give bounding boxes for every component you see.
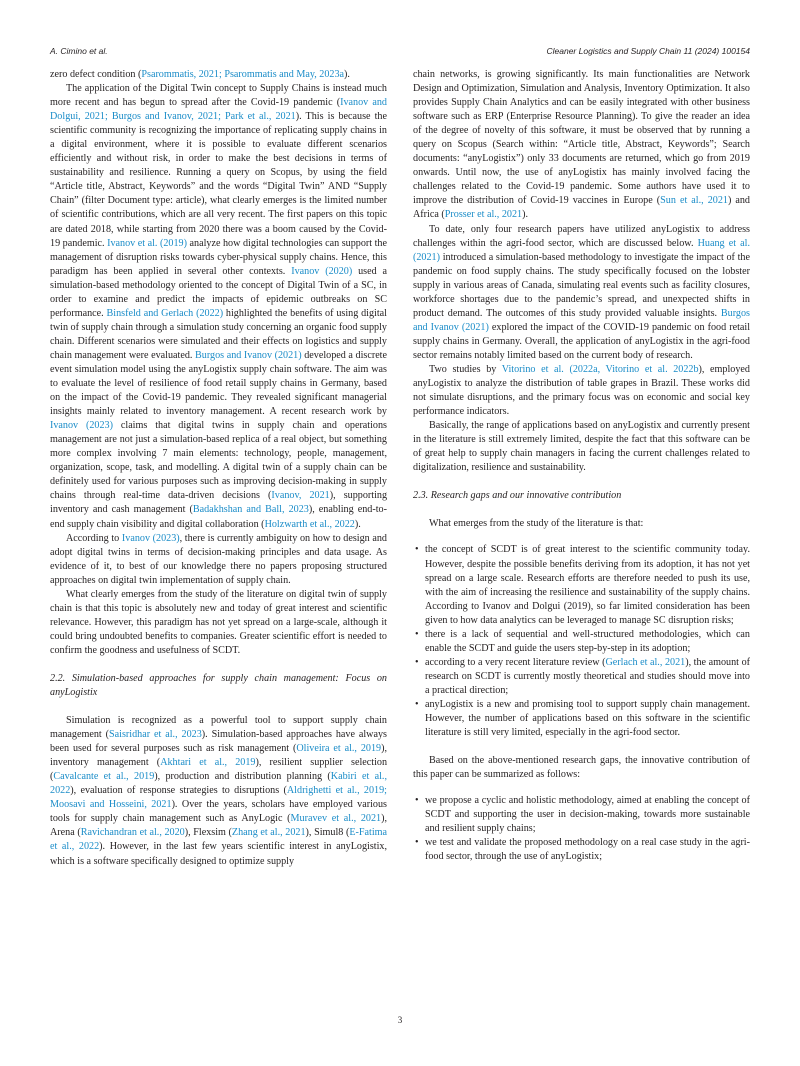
text-run: Basically, the range of applications based on anyLogistix and currently present in the literature is still extremely limited, despite the fact that this software can be of great help to supply chain managers in facing the current challenges related to digitalization, resilience and sustainability. — [413, 420, 750, 474]
text-run: According to — [66, 532, 122, 544]
citation-link[interactable]: Ivanov, 2021 — [271, 490, 330, 502]
text-run: ). — [354, 518, 361, 530]
text-run: zero defect condition ( — [50, 69, 142, 80]
text-run: introduced a simulation-based methodology to investigate the impact of the pandemic on food supply chains. The study specifically focused on the lobster supply in various areas of Canada, simulating real events such as facility closures, workforce shortages due to the pandemic’s spread, and unexpected shifts in product demand. The outcomes of this study provided valuable insights. — [413, 251, 750, 319]
paragraph — [50, 68, 387, 82]
text-run: What emerges from the study of the literature is that: — [429, 518, 644, 530]
text-run: What clearly emerges from the study of the literature on digital twin of supply chain is that this topic is absolutely new and today of great interest and scientific relevance. However, this paradigm has not yet spread on a large-scale, although it could bring undoubted benefits to companies. Greater scientific effort is needed to confirm the goodness and usefulness of SCDT. — [50, 588, 387, 656]
paragraph — [413, 223, 750, 363]
text-run: ) and Africa ( — [413, 195, 750, 221]
text-run: ), Simul8 ( — [305, 827, 350, 839]
citation-link[interactable]: Ivanov (2020) — [291, 265, 353, 277]
right-column — [413, 68, 750, 864]
text-run: ), enabling end-to-end supply chain visibility and digital collaboration ( — [50, 504, 387, 530]
citation-link[interactable]: Kabiri et al., 2022 — [50, 771, 387, 797]
list-item — [413, 794, 750, 836]
text-run: used a simulation-based methodology oriented to the concept of Digital Twin of a SC, in order to examine and predict the impacts of epidemic outbreaks on SC performance. — [50, 265, 387, 319]
text-run: The application of the Digital Twin concept to Supply Chains is instead much more recent and has begun to spread after the Covid-19 pandemic ( — [50, 83, 387, 109]
citation-link[interactable]: Holzwarth et al., 2022 — [264, 518, 355, 530]
list-item — [413, 698, 750, 740]
citation-link[interactable]: Binsfeld and Gerlach (2022) — [106, 307, 224, 319]
text-run: we test and validate the proposed methodology on a real case study in the agri-food sector, through the use of anyLogistix; — [425, 837, 750, 863]
citation-link[interactable]: Burgos and Ivanov (2021) — [195, 349, 302, 361]
citation-link[interactable]: Burgos and Ivanov (2021) — [413, 307, 750, 333]
running-header-authors: A. Cimino et al. — [50, 46, 108, 56]
text-run: ), Arena ( — [50, 813, 388, 839]
text-run: ), employed anyLogistix to analyze the distribution of table grapes in Brazil. These works did not simulate disruptions, and the primary focus was on economic and social key performance indicators. — [413, 363, 750, 418]
citation-link[interactable]: E-Fatima et al., 2022 — [50, 827, 388, 853]
citation-link[interactable]: Psarommatis, 2021; Psarommatis and May, 2023a — [141, 69, 345, 80]
citation-link[interactable]: Oliveira et al., 2019 — [296, 743, 382, 755]
paragraph — [413, 419, 750, 475]
section-heading-2-3: 2.3. Research gaps and our innovative contribution — [413, 490, 622, 502]
text-run: ), inventory management ( — [50, 743, 387, 769]
citation-link[interactable]: Prosser et al., 2021 — [444, 209, 523, 221]
contributions-list — [413, 794, 750, 864]
list-item — [413, 543, 750, 627]
text-run: chain networks, is growing significantly. Its main functionalities are Network Design and Optimization, Simulation and Analysis, Inventory Optimization. It also provides Supply Chain Analytics and can be easily integrated with other business software such as ERP (Enterprise Resource Planning). To give the reader an idea of the degree of novelty of this software, it must be observed that by running a query on Scopus (Search within: “Article title, Abstract, Keywords”; Search documents: “anyLogistix”) only 33 documents are returned, which go from 2019 onwards. Until now, the use of anyLogistix has mainly involved facing the challenges related to the Covid-19 pandemic. Some authors have used it to improve the distribution of Covid-19 vaccines in Europe ( — [413, 69, 750, 207]
text-run: ). However, in the last few years scientific interest in anyLogistix, which is a software specifically designed to optimize supply — [50, 841, 388, 867]
citation-link[interactable]: Akhtari et al., 2019 — [160, 757, 256, 769]
text-run: ). — [344, 69, 350, 80]
paragraph — [50, 588, 387, 658]
text-run: ), resilient supplier selection ( — [50, 757, 388, 783]
text-run: Simulation is recognized as a powerful tool to support supply chain management ( — [50, 715, 387, 741]
section-heading-2-2: 2.2. Simulation-based approaches for supply chain management: Focus on anyLogistix — [50, 672, 387, 699]
citation-link[interactable]: Gerlach et al., 2021 — [605, 656, 686, 668]
text-run: ). — [522, 209, 529, 221]
paragraph — [50, 714, 387, 869]
text-run: anyLogistix is a new and promising tool to support supply chain management. However, the number of applications based on this software in the scientific literature is still very limited, especially in the agri-food sector. — [425, 698, 750, 739]
text-run: To date, only four research papers have utilized anyLogistix to address challenges within the agri-food sector, which are discussed below. — [413, 223, 750, 249]
text-run: ), supporting inventory and cash management ( — [50, 490, 388, 516]
text-run: Two studies by — [429, 363, 502, 375]
text-run: we propose a cyclic and holistic methodology, aimed at enabling the concept of SCDT and supporting the user in decision-making, towards more sustainable and resilient supply chains; — [425, 795, 750, 835]
text-run: ), production and distribution planning ( — [154, 771, 331, 783]
text-run: , there is currently ambiguity on how to design and adopt digital twins in terms of decision-making principles and data usage. As evidence of it, to best of our knowledge there no papers proposing structured approaches on digital twin implementation of supply chain. — [50, 532, 387, 586]
citation-link[interactable]: Vitorino et al. (2022a, Vitorino et al. 2022b — [501, 363, 699, 375]
citation-link[interactable]: Huang et al. (2021) — [413, 237, 750, 263]
citation-link[interactable]: Ivanov (2023) — [121, 532, 180, 544]
text-run: ). Over the years, scholars have employed various tools for supply chain management such as AnyLogic ( — [50, 799, 387, 825]
page-number: 3 — [397, 1015, 403, 1025]
text-run: analyze how digital technologies can support the management of disruption risks towards cyber-physical supply chains. Hence, this paradigm has been applied in several other contexts. — [50, 237, 387, 277]
text-run: ), the amount of research on SCDT is currently mostly theoretical and studies should move into a practical direction; — [425, 656, 751, 696]
citation-link[interactable]: Ivanov et al. (2019) — [107, 237, 187, 249]
text-run: developed a discrete event simulation model using the anyLogistix supply chain software. The aim was to evaluate the level of resilience of food retail supply chains in Germany, based on the impact of the Covid-19 pandemic. They revealed significant managerial insights mainly related to inventory management. A recent research work by — [50, 349, 387, 418]
text-run: ). This is because the scientific community is recognizing the importance of replicating supply chains in a digital environment, where it is possible to evaluate different scenarios efficiently and without risk, in order to make the best decisions in terms of sustainability and resilience. Running a query on Scopus, by using the field “Article title, Abstract, Keywords” and the words “Digital Twin” AND “Supply Chain” (filter Document type: article), what clearly emerges is the limited number of scientific contributions, which are all very recent. The first papers on this topic are dated 2018, while starting from 2020 there was a boom caused by the Covid-19 pandemic. — [50, 111, 387, 249]
running-header-journal: Cleaner Logistics and Supply Chain 11 (2024) 100154 — [546, 46, 750, 56]
text-run: claims that digital twins in supply chain and operations management are not just a simulation-based replica of a real object, but something more complex involving 7 main elements: technology, people, management, organization, scope, task, and modelling. A digital twin of a supply chain can be definitely used for various purposes such as improving decision-making in supply chains through real-time data-driven decisions ( — [50, 420, 387, 502]
citation-link[interactable]: Ivanov and Dolgui, 2021; Burgos and Ivanov, 2021; Park et al., 2021 — [50, 97, 387, 123]
text-run: Based on the above-mentioned research gaps, the innovative contribution of this paper can be summarized as follows: — [413, 755, 750, 781]
list-item — [413, 656, 750, 698]
text-run: there is a lack of sequential and well-structured methodologies, which can enable the SCDT and guide the users step-by-step in its adoption; — [425, 628, 750, 654]
citation-link[interactable]: Saisridhar et al., 2023 — [109, 729, 202, 741]
text-run: highlighted the benefits of using digital twin of supply chain through a simulation study concerning an organic food supply chain. Different scenarios were simulated and their effects on logistics and supply chain management were evaluated. — [50, 307, 387, 361]
citation-link[interactable]: Sun et al., 2021 — [660, 195, 728, 207]
paragraph — [413, 68, 750, 223]
text-run: according to a very recent literature review ( — [425, 656, 606, 668]
left-column — [50, 68, 387, 869]
text-run: the concept of SCDT is of great interest to the scientific community today. However, despite the possible benefits deriving from its adoption, it has not yet spread on a large scale. Research efforts are therefore needed to push its use, with the aim of increasing the resilience and sustainability of the supply chains. According to Ivanov and Dolgui (2019), so far limited consideration has been given to how data analytics can be leveraged to manage SC disruption risks; — [425, 544, 750, 626]
paragraph — [413, 754, 750, 782]
citation-link[interactable]: Badakhshan and Ball, 2023 — [192, 504, 309, 516]
paragraph — [50, 82, 387, 532]
paragraph — [413, 363, 750, 419]
text-run: ), Flexsim ( — [184, 827, 232, 839]
text-run: ). Simulation-based approaches have always been used for several purposes such as risk management ( — [50, 729, 387, 755]
citation-link[interactable]: Cavalcante et al., 2019 — [53, 771, 155, 783]
citation-link[interactable]: Ravichandran et al., 2020 — [80, 827, 185, 839]
citation-link[interactable]: Ivanov (2023) — [50, 420, 113, 432]
citation-link[interactable]: Aldrighetti et al., 2019; Moosavi and Hosseini, 2021 — [50, 785, 387, 811]
research-gaps-list — [413, 543, 750, 740]
paragraph — [413, 517, 750, 531]
text-run: ), evaluation of response strategies to disruptions ( — [70, 785, 287, 797]
list-item — [413, 836, 750, 864]
paragraph — [50, 532, 387, 588]
list-item — [413, 628, 750, 656]
citation-link[interactable]: Zhang et al., 2021 — [231, 827, 306, 839]
text-run: explored the impact of the COVID-19 pandemic on food retail supply chains in Germany. Overall, the application of anyLogistix in the agri-food sector remains notably limited based on the current body of research. — [413, 321, 751, 361]
citation-link[interactable]: Muravev et al., 2021 — [290, 813, 382, 825]
